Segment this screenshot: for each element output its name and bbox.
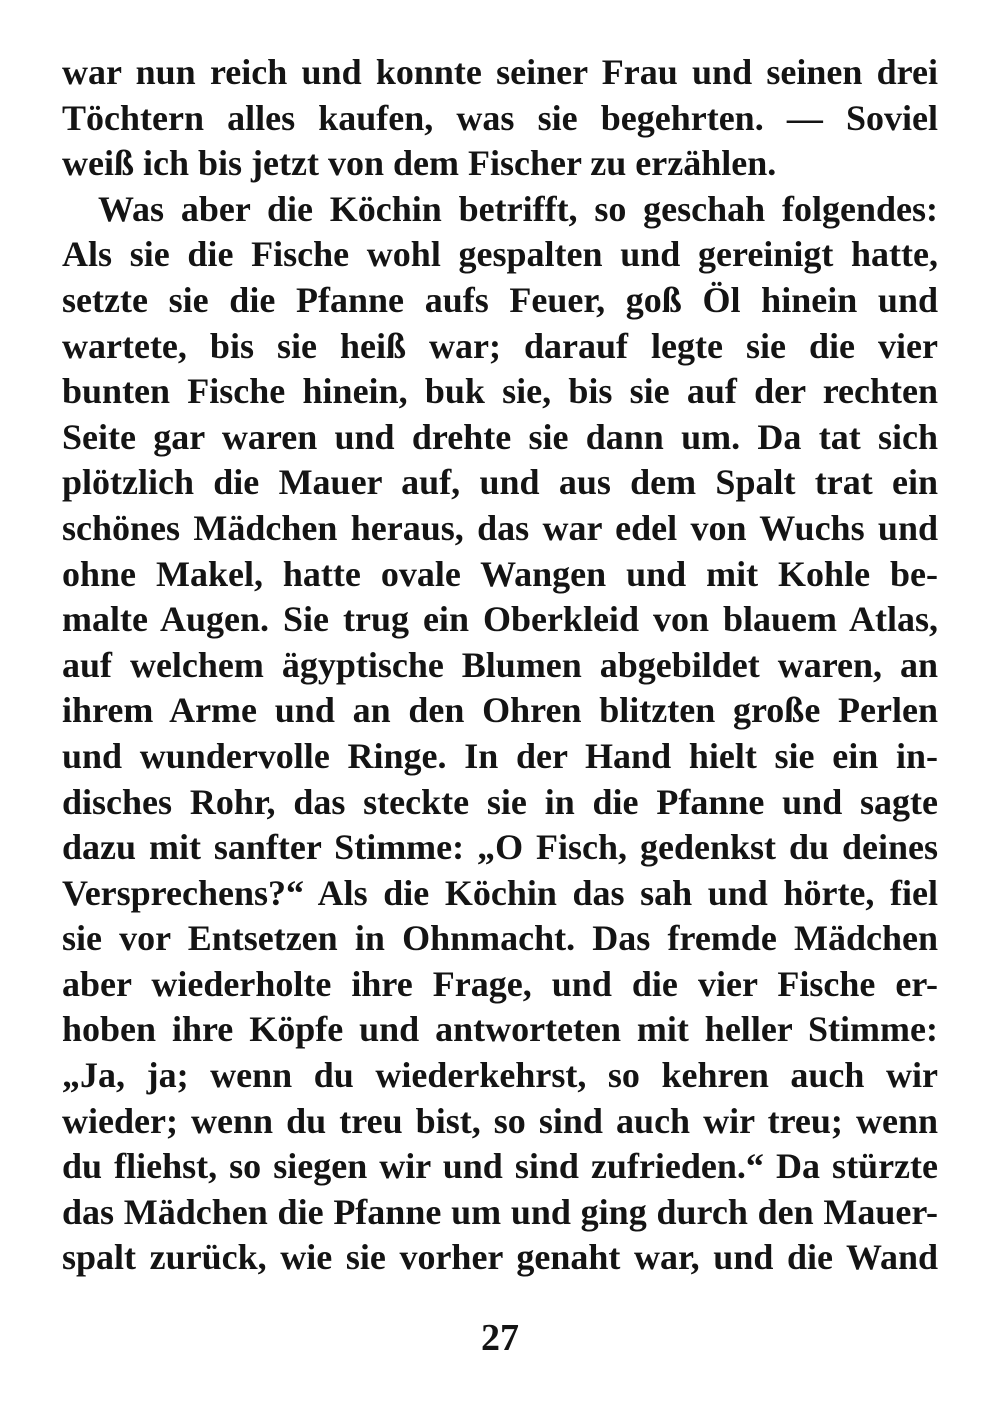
text-line: schönes Mädchen heraus, das war edel von Wuchs und <box>62 507 938 548</box>
text-line: disches Rohr, das steckte sie in die Pfanne und sagte <box>62 781 938 822</box>
text-line: wieder; wenn du treu bist, so sind auch wir treu; wenn <box>62 1100 938 1141</box>
text-line: war nun reich und konnte seiner Frau und seinen drei <box>62 52 938 92</box>
text-line: wartete, bis sie heiß war; darauf legte sie die vier <box>62 325 938 366</box>
text-line: auf welchem ägyptische Blumen abgebildet waren, an <box>62 644 938 685</box>
text-line: hoben ihre Köpfe und antworteten mit heller Stimme: <box>62 1009 938 1050</box>
text-line: Seite gar waren und drehte sie dann um. Da tat sich <box>62 416 938 457</box>
text-line: Versprechens?“ Als die Köchin das sah und hörte, fiel <box>62 872 938 913</box>
text-line: plötzlich die Mauer auf, und aus dem Spalt trat ein <box>62 462 938 503</box>
text-line: Als sie die Fische wohl gespalten und gereinigt hatte, <box>62 234 938 275</box>
text-line: bunten Fische hinein, buk sie, bis sie auf der rechten <box>62 371 938 412</box>
text-line: „Ja, ja; wenn du wiederkehrst, so kehren auch wir <box>62 1055 938 1096</box>
text-line: du fliehst, so siegen wir und sind zufrieden.“ Da stürzte <box>62 1146 938 1187</box>
page-number: 27 <box>481 1317 519 1359</box>
text-line: ohne Makel, hatte ovale Wangen und mit Kohle be- <box>62 553 938 594</box>
text-line: setzte sie die Pfanne aufs Feuer, goß Öl hinein und <box>62 279 938 320</box>
text-line: Töchtern alles kaufen, was sie begehrten. — Soviel <box>62 97 938 138</box>
text-line: Was aber die Köchin betrifft, so geschah folgendes: <box>98 188 938 229</box>
text-line: ihrem Arme und an den Ohren blitzten große Perlen <box>62 690 938 731</box>
text-line: aber wiederholte ihre Frage, und die vier Fische er- <box>62 963 938 1004</box>
text-line: weiß ich bis jetzt von dem Fischer zu erzählen. <box>62 143 777 184</box>
text-line: und wundervolle Ringe. In der Hand hielt sie ein in- <box>62 735 938 776</box>
text-line: sie vor Entsetzen in Ohnmacht. Das fremde Mädchen <box>62 918 938 959</box>
text-line: spalt zurück, wie sie vorher genaht war, und die Wand <box>62 1237 938 1278</box>
text-line: das Mädchen die Pfanne um und ging durch den Mauer- <box>62 1191 938 1232</box>
text-line: dazu mit sanfter Stimme: „O Fisch, gedenkst du deines <box>62 827 938 868</box>
text-line: malte Augen. Sie trug ein Oberkleid von blauem Atlas, <box>62 599 938 640</box>
body-text <box>62 50 938 1281</box>
